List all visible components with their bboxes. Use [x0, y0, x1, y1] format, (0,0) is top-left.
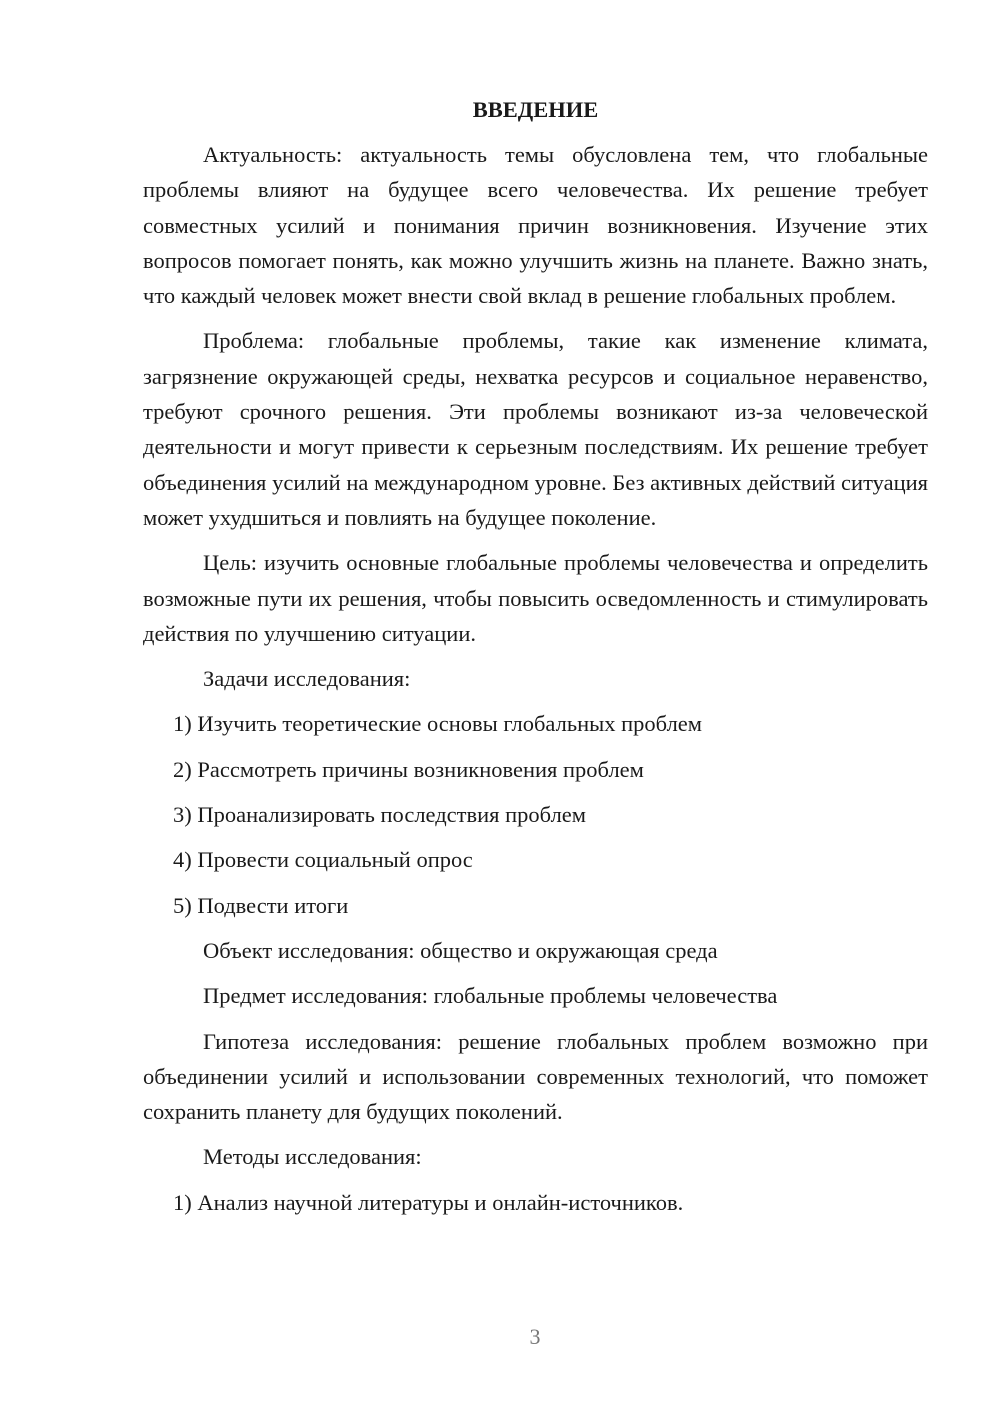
- method-item-1: 1) Анализ научной литературы и онлайн-источников.: [173, 1189, 684, 1215]
- tasks-heading: Задачи исследования:: [203, 666, 411, 692]
- paragraph-relevance: Актуальность: актуальность темы обусловлена тем, что глобальные проблемы влияют на будущее всего человечества. Их решение требует совместных усилий и понимания причин возникновения. Изучение этих вопросов помогает понять, как можно улучшить жизнь на планете. Важно знать, что каждый человек может внести свой вклад в решение глобальных проблем.: [143, 142, 928, 309]
- task-item-4: 4) Провести социальный опрос: [173, 847, 473, 873]
- page-number: 3: [529, 1324, 541, 1349]
- task-item-2: 2) Рассмотреть причины возникновения проблем: [173, 756, 644, 782]
- paragraph-problem: Проблема: глобальные проблемы, такие как изменение климата, загрязнение окружающей среды, нехватка ресурсов и социальное неравенство, требуют срочного решения. Эти проблемы возникают из-за человеческой деятельности и могут привести к серьезным последствиям. Их решение требует объединения усилий на международном уровне. Без активных действий ситуация может ухудшиться и повлиять на будущее поколение.: [143, 328, 928, 530]
- paragraph-goal: Цель: изучить основные глобальные проблемы человечества и определить возможные пути их решения, чтобы повысить осведомленность и стимулировать действия по улучшению ситуации.: [143, 550, 928, 646]
- paragraph-hypothesis: Гипотеза исследования: решение глобальных проблем возможно при объединении усилий и использовании современных технологий, что поможет сохранить планету для будущих поколений.: [143, 1028, 928, 1125]
- research-subject: Предмет исследования: глобальные проблемы человечества: [203, 983, 778, 1009]
- task-item-1: 1) Изучить теоретические основы глобальных проблем: [173, 711, 703, 737]
- methods-heading: Методы исследования:: [203, 1144, 422, 1170]
- document-body: [143, 92, 928, 1230]
- task-item-5: 5) Подвести итоги: [173, 892, 349, 918]
- research-object: Объект исследования: общество и окружающая среда: [203, 937, 718, 963]
- page-title: ВВЕДЕНИЕ: [472, 97, 599, 122]
- task-item-3: 3) Проанализировать последствия проблем: [173, 802, 587, 828]
